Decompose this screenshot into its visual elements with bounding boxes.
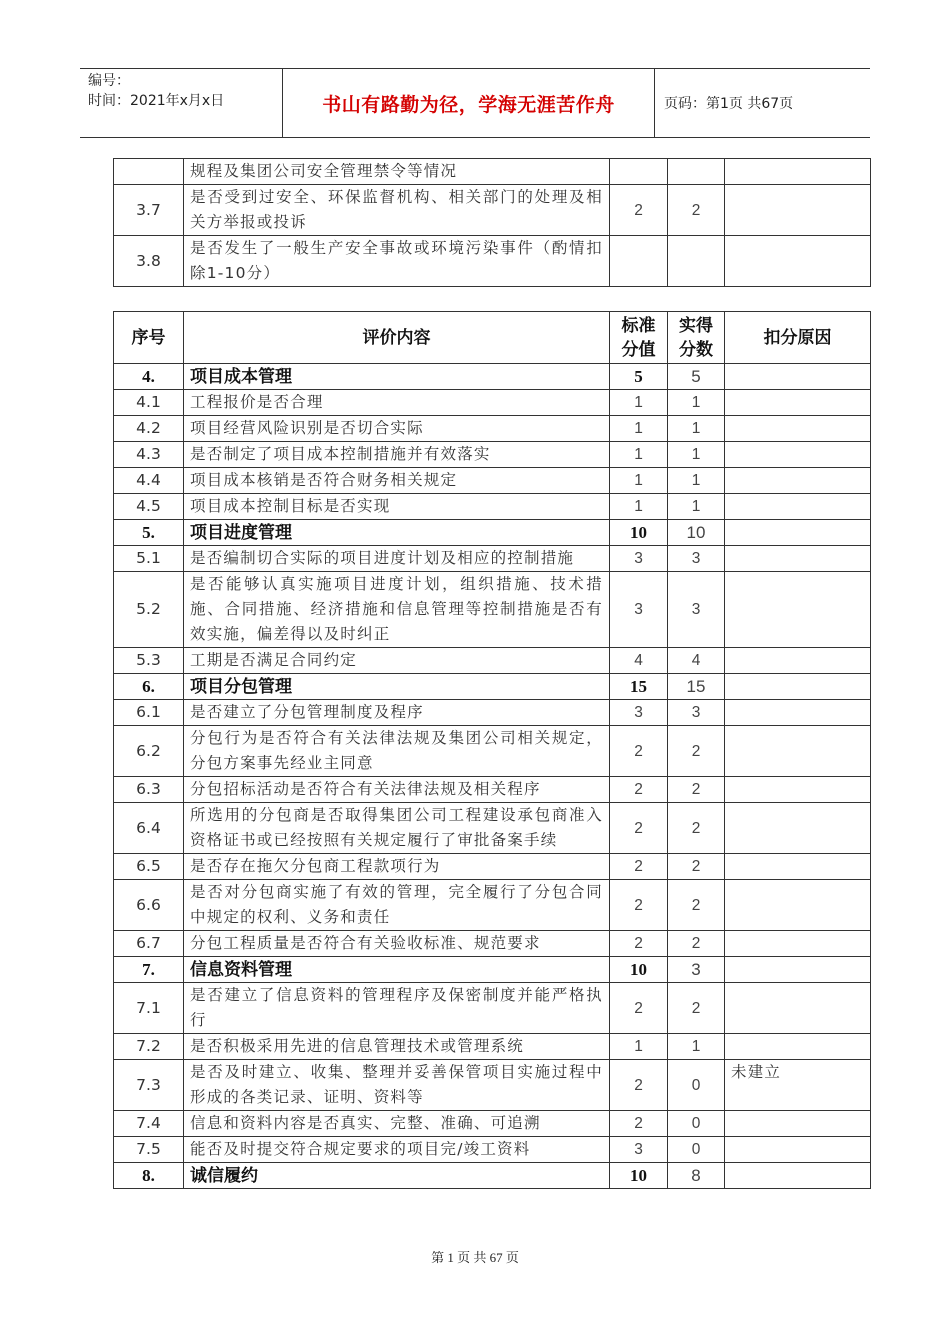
row-content: 是否存在拖欠分包商工程款项行为	[184, 854, 610, 880]
table-row	[114, 159, 871, 185]
row-deduction-reason	[725, 364, 871, 390]
row-deduction-reason	[725, 494, 871, 520]
row-number: 5.1	[114, 546, 184, 572]
table-row	[114, 390, 871, 416]
row-actual-score: 0	[668, 1137, 725, 1163]
section-row	[114, 674, 871, 700]
evaluation-table-continued	[113, 158, 871, 287]
header-deduction-reason: 扣分原因	[725, 312, 871, 364]
section-row	[114, 364, 871, 390]
row-actual-score: 2	[668, 854, 725, 880]
row-actual-score: 1	[668, 390, 725, 416]
row-deduction-reason	[725, 880, 871, 931]
row-standard-score: 4	[610, 648, 668, 674]
row-content: 是否及时建立、收集、整理并妥善保管项目实施过程中形成的各类记录、证明、资料等	[184, 1060, 610, 1111]
row-standard-score: 2	[610, 931, 668, 957]
row-number: 6.7	[114, 931, 184, 957]
row-number: 7.4	[114, 1111, 184, 1137]
table-row	[114, 468, 871, 494]
evaluation-table	[113, 311, 871, 1189]
row-content: 是否积极采用先进的信息管理技术或管理系统	[184, 1034, 610, 1060]
row-deduction-reason	[725, 854, 871, 880]
table-row	[114, 236, 871, 287]
row-standard-score: 2	[610, 854, 668, 880]
row-actual-score: 2	[668, 803, 725, 854]
row-deduction-reason	[725, 674, 871, 700]
row-standard-score: 2	[610, 777, 668, 803]
row-actual-score	[668, 159, 725, 185]
row-actual-score: 3	[668, 957, 725, 983]
table-row	[114, 931, 871, 957]
row-standard-score: 1	[610, 494, 668, 520]
row-standard-score: 10	[610, 520, 668, 546]
row-number: 4.3	[114, 442, 184, 468]
table-row	[114, 1137, 871, 1163]
row-actual-score: 2	[668, 880, 725, 931]
section-row	[114, 1163, 871, 1189]
row-standard-score	[610, 159, 668, 185]
row-number: 6.2	[114, 726, 184, 777]
row-content: 工程报价是否合理	[184, 390, 610, 416]
row-actual-score: 2	[668, 931, 725, 957]
row-number	[114, 159, 184, 185]
row-number: 4.4	[114, 468, 184, 494]
row-number: 3.8	[114, 236, 184, 287]
table-row	[114, 983, 871, 1034]
row-standard-score: 1	[610, 442, 668, 468]
row-deduction-reason	[725, 416, 871, 442]
table-row	[114, 648, 871, 674]
row-content: 是否建立了信息资料的管理程序及保密制度并能严格执行	[184, 983, 610, 1034]
row-deduction-reason	[725, 1034, 871, 1060]
row-actual-score: 2	[668, 726, 725, 777]
table-row	[114, 546, 871, 572]
row-number: 3.7	[114, 185, 184, 236]
row-number: 8.	[114, 1163, 184, 1189]
table-row	[114, 777, 871, 803]
row-standard-score: 2	[610, 1111, 668, 1137]
document-number-label: 编号：	[88, 73, 130, 89]
row-standard-score: 2	[610, 726, 668, 777]
row-standard-score: 15	[610, 674, 668, 700]
row-standard-score: 1	[610, 390, 668, 416]
row-content: 能否及时提交符合规定要求的项目完/竣工资料	[184, 1137, 610, 1163]
row-number: 6.1	[114, 700, 184, 726]
table-row	[114, 416, 871, 442]
row-number: 6.4	[114, 803, 184, 854]
row-number: 5.	[114, 520, 184, 546]
row-actual-score	[668, 236, 725, 287]
row-number: 7.5	[114, 1137, 184, 1163]
row-content: 是否制定了项目成本控制措施并有效落实	[184, 442, 610, 468]
header-content: 评价内容	[184, 312, 610, 364]
table-row	[114, 726, 871, 777]
table-row	[114, 1034, 871, 1060]
row-deduction-reason	[725, 1111, 871, 1137]
row-deduction-reason	[725, 520, 871, 546]
table-header-row	[114, 312, 871, 364]
document-date-label: 时间：2021年x月x日	[88, 93, 225, 109]
row-content: 分包招标活动是否符合有关法律法规及相关程序	[184, 777, 610, 803]
row-standard-score: 5	[610, 364, 668, 390]
row-content: 是否受到过安全、环保监督机构、相关部门的处理及相关方举报或投诉	[184, 185, 610, 236]
row-standard-score: 3	[610, 546, 668, 572]
header-meta	[88, 71, 284, 111]
table-body	[114, 159, 871, 287]
table-row	[114, 1060, 871, 1111]
row-standard-score	[610, 236, 668, 287]
row-actual-score: 3	[668, 700, 725, 726]
section-row	[114, 520, 871, 546]
header-standard-score: 标准分值	[610, 312, 668, 364]
row-number: 4.5	[114, 494, 184, 520]
row-content: 是否能够认真实施项目进度计划，组织措施、技术措施、合同措施、经济措施和信息管理等控制措施是否有效实施，偏差得以及时纠正	[184, 572, 610, 648]
row-number: 6.	[114, 674, 184, 700]
table-body	[114, 364, 871, 1189]
row-content: 项目成本核销是否符合财务相关规定	[184, 468, 610, 494]
row-content: 项目经营风险识别是否切合实际	[184, 416, 610, 442]
row-deduction-reason	[725, 390, 871, 416]
header-page-info: 页码：第1页 共67页	[664, 96, 794, 112]
row-content: 所选用的分包商是否取得集团公司工程建设承包商准入资格证书或已经按照有关规定履行了审批备案手续	[184, 803, 610, 854]
row-content: 工期是否满足合同约定	[184, 648, 610, 674]
row-actual-score: 3	[668, 572, 725, 648]
row-standard-score: 10	[610, 957, 668, 983]
header-actual-score: 实得分数	[668, 312, 725, 364]
row-actual-score: 1	[668, 468, 725, 494]
row-standard-score: 10	[610, 1163, 668, 1189]
row-deduction-reason	[725, 468, 871, 494]
row-standard-score: 2	[610, 983, 668, 1034]
row-number: 5.2	[114, 572, 184, 648]
row-deduction-reason	[725, 185, 871, 236]
row-content: 项目分包管理	[184, 674, 610, 700]
row-deduction-reason	[725, 648, 871, 674]
row-actual-score: 1	[668, 442, 725, 468]
row-deduction-reason	[725, 726, 871, 777]
row-deduction-reason	[725, 700, 871, 726]
row-content: 是否对分包商实施了有效的管理，完全履行了分包合同中规定的权利、义务和责任	[184, 880, 610, 931]
row-actual-score: 0	[668, 1111, 725, 1137]
table-row	[114, 494, 871, 520]
row-actual-score: 4	[668, 648, 725, 674]
row-standard-score: 2	[610, 803, 668, 854]
row-deduction-reason	[725, 546, 871, 572]
row-number: 4.1	[114, 390, 184, 416]
row-content: 诚信履约	[184, 1163, 610, 1189]
header-no: 序号	[114, 312, 184, 364]
row-actual-score: 2	[668, 185, 725, 236]
row-standard-score: 2	[610, 880, 668, 931]
row-content: 是否编制切合实际的项目进度计划及相应的控制措施	[184, 546, 610, 572]
row-actual-score: 1	[668, 416, 725, 442]
row-standard-score: 1	[610, 416, 668, 442]
row-actual-score: 2	[668, 777, 725, 803]
row-number: 7.1	[114, 983, 184, 1034]
table-row	[114, 442, 871, 468]
row-number: 7.	[114, 957, 184, 983]
row-number: 6.3	[114, 777, 184, 803]
row-actual-score: 2	[668, 983, 725, 1034]
row-deduction-reason	[725, 1163, 871, 1189]
row-actual-score: 1	[668, 494, 725, 520]
row-actual-score: 0	[668, 1060, 725, 1111]
row-content: 信息资料管理	[184, 957, 610, 983]
row-actual-score: 8	[668, 1163, 725, 1189]
page-header	[80, 68, 870, 138]
row-standard-score: 1	[610, 1034, 668, 1060]
row-standard-score: 3	[610, 1137, 668, 1163]
table-row	[114, 1111, 871, 1137]
row-deduction-reason	[725, 442, 871, 468]
row-content: 是否发生了一般生产安全事故或环境污染事件（酌情扣除1-10分）	[184, 236, 610, 287]
page-footer: 第 1 页 共 67 页	[431, 1250, 519, 1265]
row-standard-score: 2	[610, 185, 668, 236]
row-content: 信息和资料内容是否真实、完整、准确、可追溯	[184, 1111, 610, 1137]
row-standard-score: 3	[610, 572, 668, 648]
row-number: 4.	[114, 364, 184, 390]
section-row	[114, 957, 871, 983]
table-row	[114, 700, 871, 726]
row-deduction-reason	[725, 1137, 871, 1163]
row-content: 是否建立了分包管理制度及程序	[184, 700, 610, 726]
header-divider	[654, 69, 655, 137]
row-number: 5.3	[114, 648, 184, 674]
row-deduction-reason: 未建立	[725, 1060, 871, 1111]
row-content: 规程及集团公司安全管理禁令等情况	[184, 159, 610, 185]
row-content: 项目成本控制目标是否实现	[184, 494, 610, 520]
row-number: 6.5	[114, 854, 184, 880]
row-number: 7.2	[114, 1034, 184, 1060]
row-standard-score: 1	[610, 468, 668, 494]
row-actual-score: 1	[668, 1034, 725, 1060]
row-actual-score: 15	[668, 674, 725, 700]
table-row	[114, 185, 871, 236]
row-deduction-reason	[725, 159, 871, 185]
row-standard-score: 3	[610, 700, 668, 726]
row-content: 分包工程质量是否符合有关验收标准、规范要求	[184, 931, 610, 957]
row-actual-score: 5	[668, 364, 725, 390]
row-standard-score: 2	[610, 1060, 668, 1111]
row-deduction-reason	[725, 931, 871, 957]
row-deduction-reason	[725, 236, 871, 287]
row-content: 分包行为是否符合有关法律法规及集团公司相关规定，分包方案事先经业主同意	[184, 726, 610, 777]
header-motto: 书山有路勤为径，学海无涯苦作舟	[322, 93, 615, 116]
row-deduction-reason	[725, 803, 871, 854]
row-deduction-reason	[725, 572, 871, 648]
row-number: 7.3	[114, 1060, 184, 1111]
table-row	[114, 880, 871, 931]
table-row	[114, 572, 871, 648]
row-content: 项目成本管理	[184, 364, 610, 390]
row-deduction-reason	[725, 957, 871, 983]
row-number: 6.6	[114, 880, 184, 931]
table-row	[114, 803, 871, 854]
row-content: 项目进度管理	[184, 520, 610, 546]
row-deduction-reason	[725, 983, 871, 1034]
table-row	[114, 854, 871, 880]
row-deduction-reason	[725, 777, 871, 803]
row-number: 4.2	[114, 416, 184, 442]
row-actual-score: 10	[668, 520, 725, 546]
row-actual-score: 3	[668, 546, 725, 572]
